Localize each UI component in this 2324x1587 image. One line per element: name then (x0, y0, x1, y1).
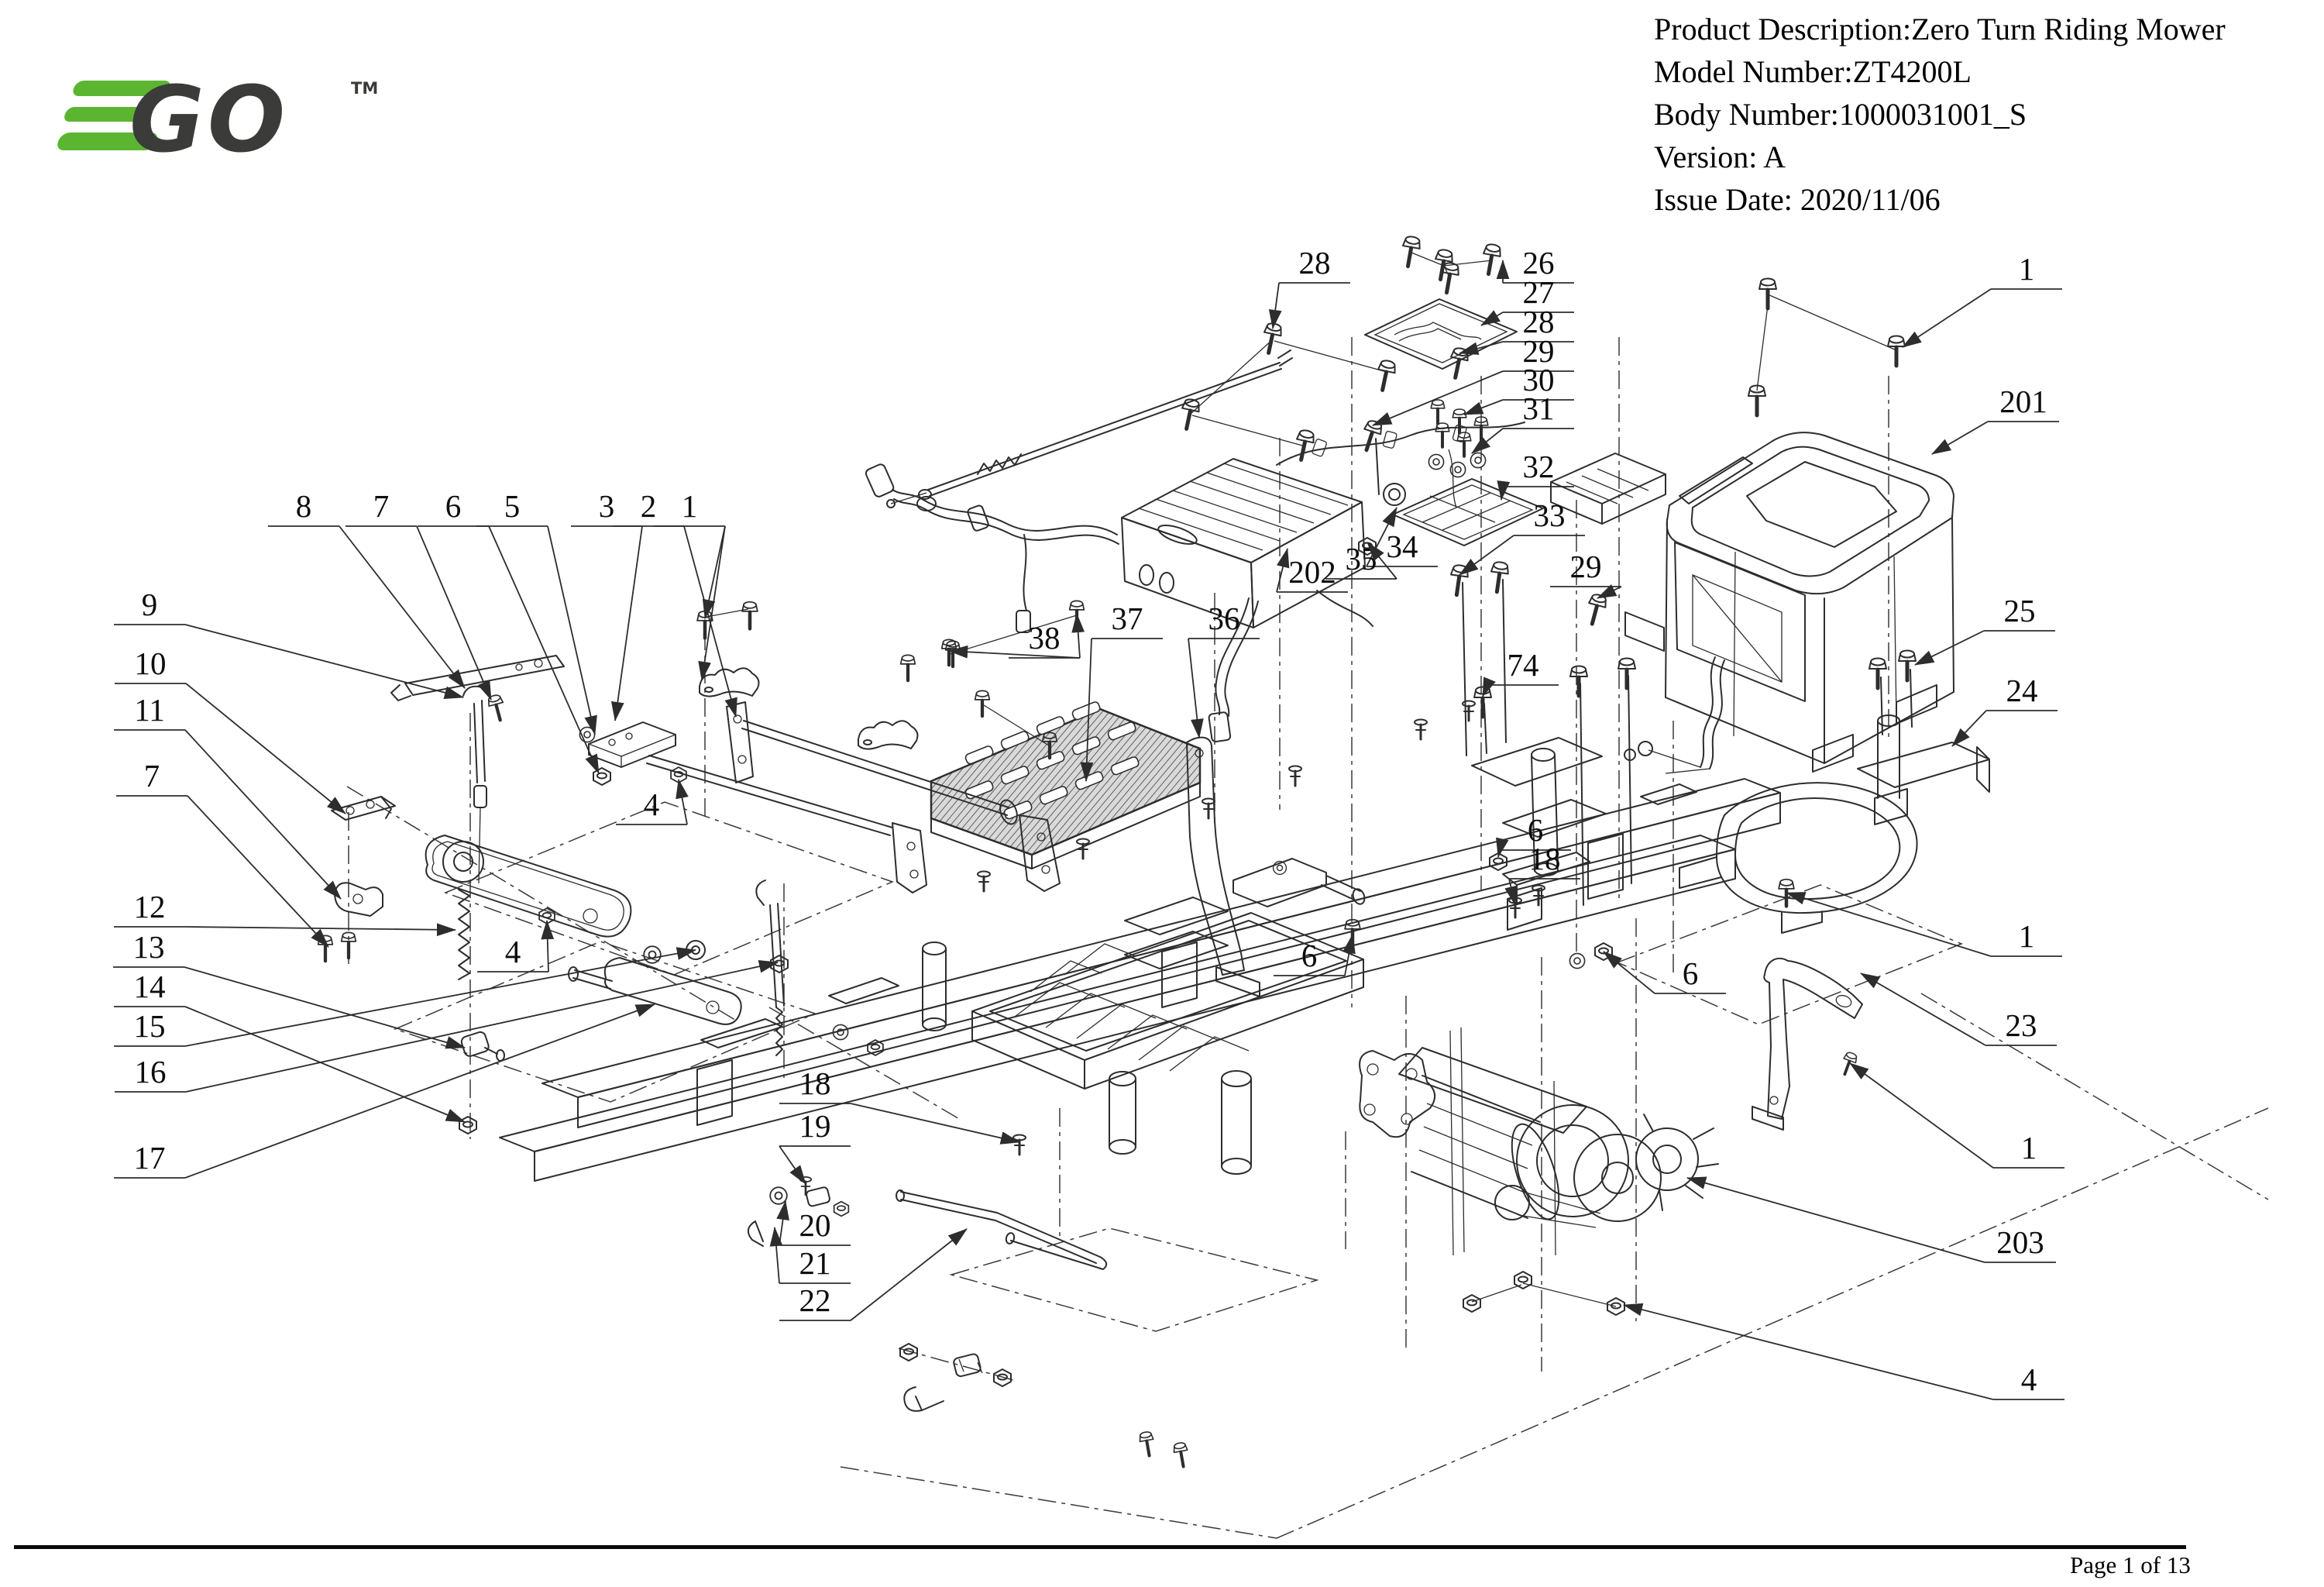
callout-number: 21 (799, 1245, 831, 1281)
callout-number: 10 (134, 645, 167, 681)
callout-number: 11 (134, 692, 165, 728)
callout-number: 1 (2020, 1130, 2037, 1165)
callout-15 (114, 950, 696, 1046)
callout-7 (346, 488, 491, 700)
callout-202 (1277, 549, 1348, 592)
callout-number: 37 (1111, 601, 1143, 636)
callout-number: 1 (2018, 918, 2035, 954)
callout-number: 6 (1301, 938, 1318, 973)
callout-number: 1 (681, 488, 698, 524)
callout-number: 24 (2006, 673, 2038, 708)
callout-number: 12 (133, 889, 166, 924)
callout-19 (779, 1108, 851, 1184)
issue-date: Issue Date: 2020/11/06 (1654, 182, 1941, 217)
callout-1 (1903, 251, 2062, 347)
body-number: Body Number:1000031001_S (1654, 97, 2027, 132)
callout-number: 8 (295, 488, 312, 524)
ego-logo-go: GO (129, 74, 289, 167)
callout-number: 17 (133, 1140, 166, 1176)
transaxle (1360, 1028, 1718, 1315)
callout-number: 203 (1996, 1224, 2044, 1260)
callout-4 (616, 780, 687, 824)
callout-17 (114, 1004, 655, 1178)
callout-20 (779, 1201, 851, 1245)
page-number: Page 1 of 13 (2070, 1551, 2191, 1578)
callout-number: 201 (1999, 384, 2047, 419)
callout-number: 23 (2005, 1007, 2037, 1043)
version: Version: A (1654, 139, 1786, 174)
callout-number: 13 (132, 929, 165, 965)
callout-201 (1932, 384, 2059, 454)
callout-number: 6 (1527, 812, 1544, 848)
controller-cover (1178, 236, 1517, 494)
callout-number: 26 (1522, 245, 1555, 281)
callout-number: 29 (1569, 549, 1602, 584)
callout-number: 20 (799, 1207, 831, 1243)
callout-4 (1624, 1305, 2064, 1399)
brake-rod (887, 350, 1292, 508)
callout-number: 4 (504, 934, 521, 969)
callout-32 (1501, 449, 1574, 500)
callout-74 (1483, 647, 1559, 697)
callout-4 (477, 921, 548, 972)
callout-5 (476, 488, 595, 735)
callout-6 (1604, 952, 1726, 993)
callout-1 (1786, 893, 2062, 956)
callout-number: 18 (1528, 841, 1561, 876)
product-description: Product Description:Zero Turn Riding Mower (1654, 12, 2226, 46)
callout-24 (1952, 673, 2058, 746)
footer-rule (14, 1545, 2186, 1549)
callout-13 (113, 929, 465, 1048)
callout-203 (1687, 1178, 2056, 1262)
battery-bracket (1858, 651, 1989, 825)
battery-pack (1624, 279, 1954, 774)
callout-28 (1273, 245, 1350, 329)
callout-number: 9 (141, 587, 158, 622)
callout-number: 6 (445, 488, 462, 524)
callout-number: 3 (598, 488, 615, 524)
callout-number: 28 (1522, 304, 1555, 339)
callout-14 (114, 969, 465, 1122)
callout-number: 19 (799, 1108, 831, 1144)
callout-number: 14 (133, 969, 166, 1004)
callout-number: 34 (1386, 528, 1418, 564)
steering-linkage (391, 602, 1367, 907)
callout-23 (1861, 973, 2057, 1045)
callout-number: 36 (1208, 601, 1240, 636)
callout-number: 15 (133, 1008, 166, 1044)
callout-number: 22 (799, 1282, 831, 1318)
callout-number: 7 (373, 488, 390, 524)
callout-number: 16 (134, 1054, 167, 1090)
callout-number: 1 (2018, 251, 2035, 287)
callout-number: 74 (1507, 647, 1539, 683)
foot-platform (931, 601, 1200, 869)
callout-number: 2 (640, 488, 657, 524)
callout-1 (654, 488, 725, 680)
callout-number: 18 (799, 1065, 831, 1101)
callout-9 (114, 587, 463, 697)
callout-number: 202 (1288, 554, 1336, 590)
callout-34 (1367, 508, 1438, 566)
callout-number: 35 (1345, 541, 1377, 577)
callout-3 (571, 488, 642, 721)
callout-number: 28 (1298, 245, 1331, 281)
callout-number: 38 (1028, 620, 1061, 656)
callout-number: 4 (643, 787, 660, 822)
callout-1 (1850, 1063, 2064, 1168)
callout-number: 32 (1522, 449, 1555, 484)
callout-number: 31 (1522, 391, 1555, 426)
callout-number: 27 (1522, 274, 1555, 310)
callout-12 (114, 889, 456, 930)
callout-8 (268, 488, 465, 688)
callout-29 (1550, 549, 1621, 598)
callout-number: 29 (1522, 333, 1555, 369)
callout-number: 25 (2003, 593, 2036, 628)
callout-number: 7 (143, 758, 160, 794)
callout-6 (1274, 935, 1353, 976)
callout-number: 4 (2020, 1362, 2037, 1397)
model-number: Model Number:ZT4200L (1654, 54, 1972, 89)
callout-number: 30 (1522, 362, 1555, 398)
callout-25 (1915, 593, 2055, 665)
ego-logo-tm: TM (351, 79, 379, 98)
callout-number: 33 (1533, 497, 1566, 533)
callout-36 (1188, 601, 1260, 738)
callout-number: 6 (1682, 955, 1699, 991)
pedal-linkage (318, 687, 883, 1134)
callout-number: 5 (504, 488, 521, 524)
